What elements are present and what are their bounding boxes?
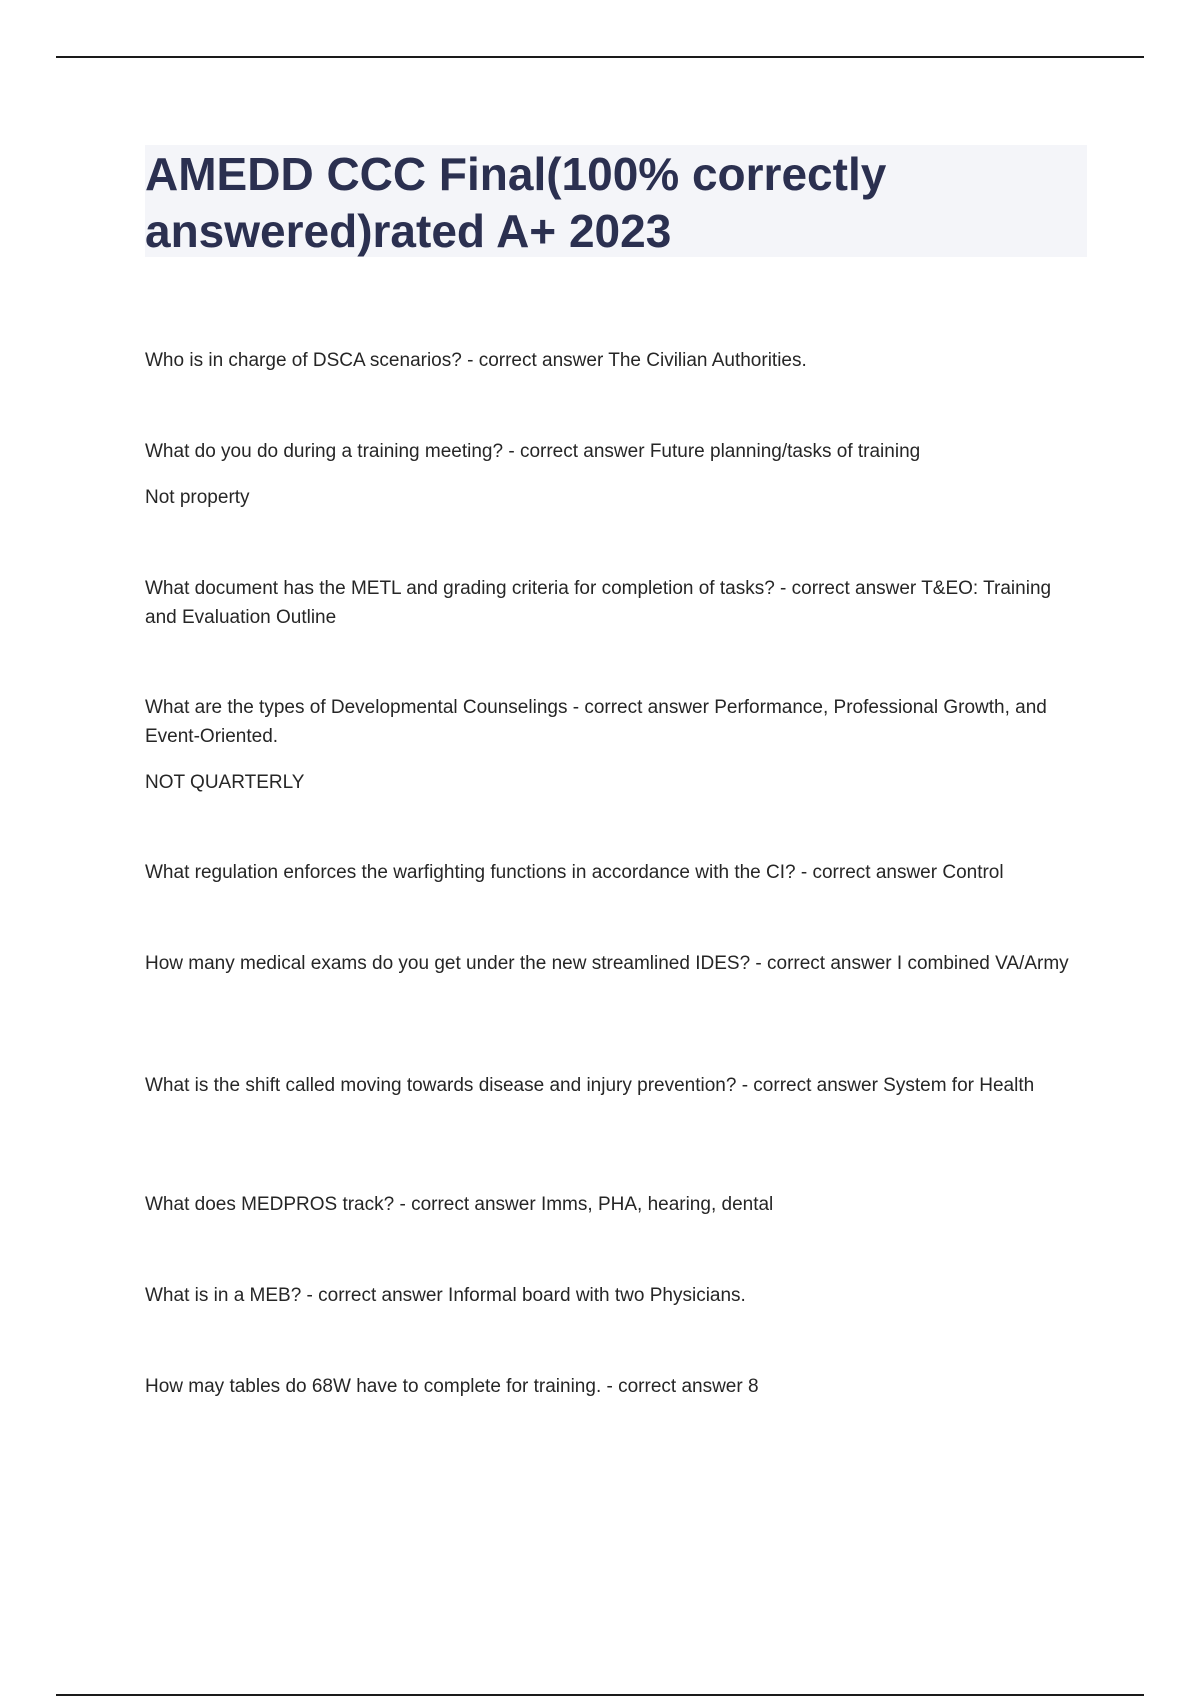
qa-item-9: What is in a MEB? - correct answer Informal board with two Physicians. — [145, 1285, 746, 1306]
qa-item-1: Who is in charge of DSCA scenarios? - correct answer The Civilian Authorities. — [145, 350, 807, 371]
qa-item-7: What is the shift called moving towards disease and injury prevention? - correct answer System for Health — [145, 1075, 1035, 1096]
qa-item-8: What does MEDPROS track? - correct answer Imms, PHA, hearing, dental — [145, 1194, 774, 1215]
top-divider — [56, 56, 1144, 58]
qa-item-2: What do you do during a training meeting? - correct answer Future planning/tasks of training — [145, 441, 921, 462]
qa-item-3: What document has the METL and grading criteria for completion of tasks? - correct answer T&EO: Training and Evaluation Outline — [145, 578, 1052, 628]
bottom-divider — [56, 1694, 1144, 1696]
qa-item-10: How may tables do 68W have to complete for training. - correct answer 8 — [145, 1376, 759, 1397]
qa-item-4-note: NOT QUARTERLY — [145, 772, 305, 793]
qa-item-4: What are the types of Developmental Counselings - correct answer Performance, Professional Growth, and Event-Oriented. — [145, 697, 1047, 747]
document-title: AMEDD CCC Final(100% correctly answered)rated A+ 2023 — [145, 148, 887, 257]
qa-item-2-note: Not property — [145, 487, 250, 508]
qa-item-6: How many medical exams do you get under the new streamlined IDES? - correct answer I combined VA/Army — [145, 953, 1069, 974]
qa-item-5: What regulation enforces the warfighting functions in accordance with the CI? - correct answer Control — [145, 862, 1004, 883]
